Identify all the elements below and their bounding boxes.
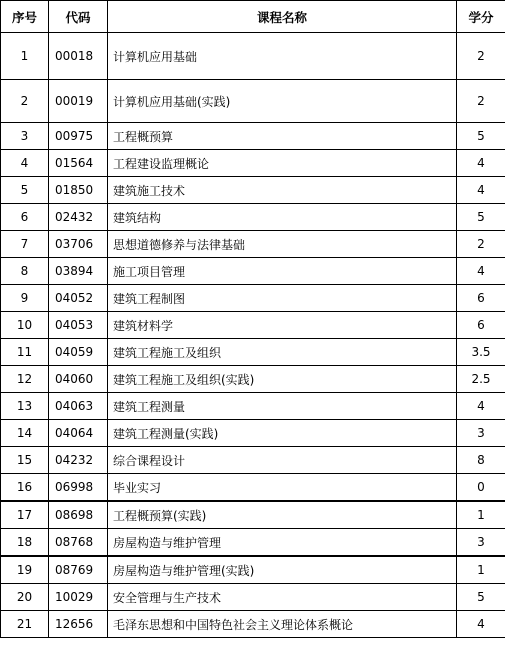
table-row: [1, 529, 505, 557]
row-number: 3: [1, 123, 49, 150]
course-credit: 2.5: [457, 366, 505, 393]
header-course-name: 课程名称: [108, 1, 457, 33]
course-code: 04052: [49, 285, 108, 312]
course-credit: 5: [457, 123, 505, 150]
course-code: 04063: [49, 393, 108, 420]
course-code: 04060: [49, 366, 108, 393]
course-credit: 8: [457, 447, 505, 474]
header-credit: 学分: [457, 1, 505, 33]
table-row: [1, 231, 505, 258]
row-number: 9: [1, 285, 49, 312]
row-number: 7: [1, 231, 49, 258]
course-code: 00019: [49, 80, 108, 123]
table-row: [1, 556, 505, 584]
course-name: 工程概预算(实践): [108, 501, 457, 529]
course-name: 计算机应用基础(实践): [108, 80, 457, 123]
table-row: [1, 339, 505, 366]
course-credit: 0: [457, 474, 505, 502]
course-code: 08768: [49, 529, 108, 557]
row-number: 21: [1, 611, 49, 638]
course-credit: 6: [457, 285, 505, 312]
course-code: 12656: [49, 611, 108, 638]
row-number: 12: [1, 366, 49, 393]
course-credit: 4: [457, 393, 505, 420]
row-number: 19: [1, 556, 49, 584]
table-row: [1, 584, 505, 611]
course-credit: 4: [457, 177, 505, 204]
table-row: [1, 33, 505, 80]
course-code: 00018: [49, 33, 108, 80]
table-row: [1, 420, 505, 447]
course-name: 建筑工程制图: [108, 285, 457, 312]
course-credit: 2: [457, 231, 505, 258]
course-name: 建筑工程施工及组织: [108, 339, 457, 366]
row-number: 5: [1, 177, 49, 204]
course-credit: 1: [457, 501, 505, 529]
row-number: 8: [1, 258, 49, 285]
course-name: 安全管理与生产技术: [108, 584, 457, 611]
course-name: 工程建设监理概论: [108, 150, 457, 177]
course-credit: 5: [457, 584, 505, 611]
course-name: 毕业实习: [108, 474, 457, 502]
table-row: [1, 393, 505, 420]
course-name: 建筑工程测量(实践): [108, 420, 457, 447]
course-name: 房屋构造与维护管理(实践): [108, 556, 457, 584]
row-number: 17: [1, 501, 49, 529]
header-no: 序号: [1, 1, 49, 33]
course-code: 00975: [49, 123, 108, 150]
course-code: 03894: [49, 258, 108, 285]
row-number: 18: [1, 529, 49, 557]
course-code: 08698: [49, 501, 108, 529]
table-row: [1, 501, 505, 529]
course-name: 房屋构造与维护管理: [108, 529, 457, 557]
course-name: 建筑施工技术: [108, 177, 457, 204]
course-credit: 4: [457, 258, 505, 285]
course-credit: 3: [457, 529, 505, 557]
course-credit: 2: [457, 80, 505, 123]
table-row: [1, 611, 505, 638]
course-code: 04059: [49, 339, 108, 366]
course-credit: 2: [457, 33, 505, 80]
course-credit: 4: [457, 611, 505, 638]
course-code: 04053: [49, 312, 108, 339]
course-code: 02432: [49, 204, 108, 231]
course-code: 03706: [49, 231, 108, 258]
row-number: 20: [1, 584, 49, 611]
table-row: [1, 177, 505, 204]
course-code: 06998: [49, 474, 108, 502]
course-code: 04064: [49, 420, 108, 447]
row-number: 13: [1, 393, 49, 420]
course-credit: 6: [457, 312, 505, 339]
course-credit: 3.5: [457, 339, 505, 366]
course-name: 建筑工程测量: [108, 393, 457, 420]
row-number: 14: [1, 420, 49, 447]
course-name: 计算机应用基础: [108, 33, 457, 80]
course-name: 建筑材料学: [108, 312, 457, 339]
course-name: 综合课程设计: [108, 447, 457, 474]
table-row: [1, 123, 505, 150]
table-row: [1, 80, 505, 123]
table-row: [1, 312, 505, 339]
header-row: [1, 1, 505, 33]
table-row: [1, 447, 505, 474]
course-name: 工程概预算: [108, 123, 457, 150]
course-name: 思想道德修养与法律基础: [108, 231, 457, 258]
table-row: [1, 150, 505, 177]
course-credit: 3: [457, 420, 505, 447]
course-name: 施工项目管理: [108, 258, 457, 285]
row-number: 10: [1, 312, 49, 339]
course-credit: 4: [457, 150, 505, 177]
course-name: 建筑工程施工及组织(实践): [108, 366, 457, 393]
table-row: [1, 474, 505, 502]
course-name: 毛泽东思想和中国特色社会主义理论体系概论: [108, 611, 457, 638]
row-number: 2: [1, 80, 49, 123]
table-row: [1, 285, 505, 312]
row-number: 15: [1, 447, 49, 474]
course-name: 建筑结构: [108, 204, 457, 231]
table-row: [1, 204, 505, 231]
course-code: 04232: [49, 447, 108, 474]
header-code: 代码: [49, 1, 108, 33]
row-number: 6: [1, 204, 49, 231]
course-code: 10029: [49, 584, 108, 611]
course-credit: 1: [457, 556, 505, 584]
table-row: [1, 366, 505, 393]
row-number: 4: [1, 150, 49, 177]
course-code: 01850: [49, 177, 108, 204]
course-code: 01564: [49, 150, 108, 177]
row-number: 16: [1, 474, 49, 502]
table-row: [1, 258, 505, 285]
row-number: 1: [1, 33, 49, 80]
row-number: 11: [1, 339, 49, 366]
course-code: 08769: [49, 556, 108, 584]
course-credit: 5: [457, 204, 505, 231]
